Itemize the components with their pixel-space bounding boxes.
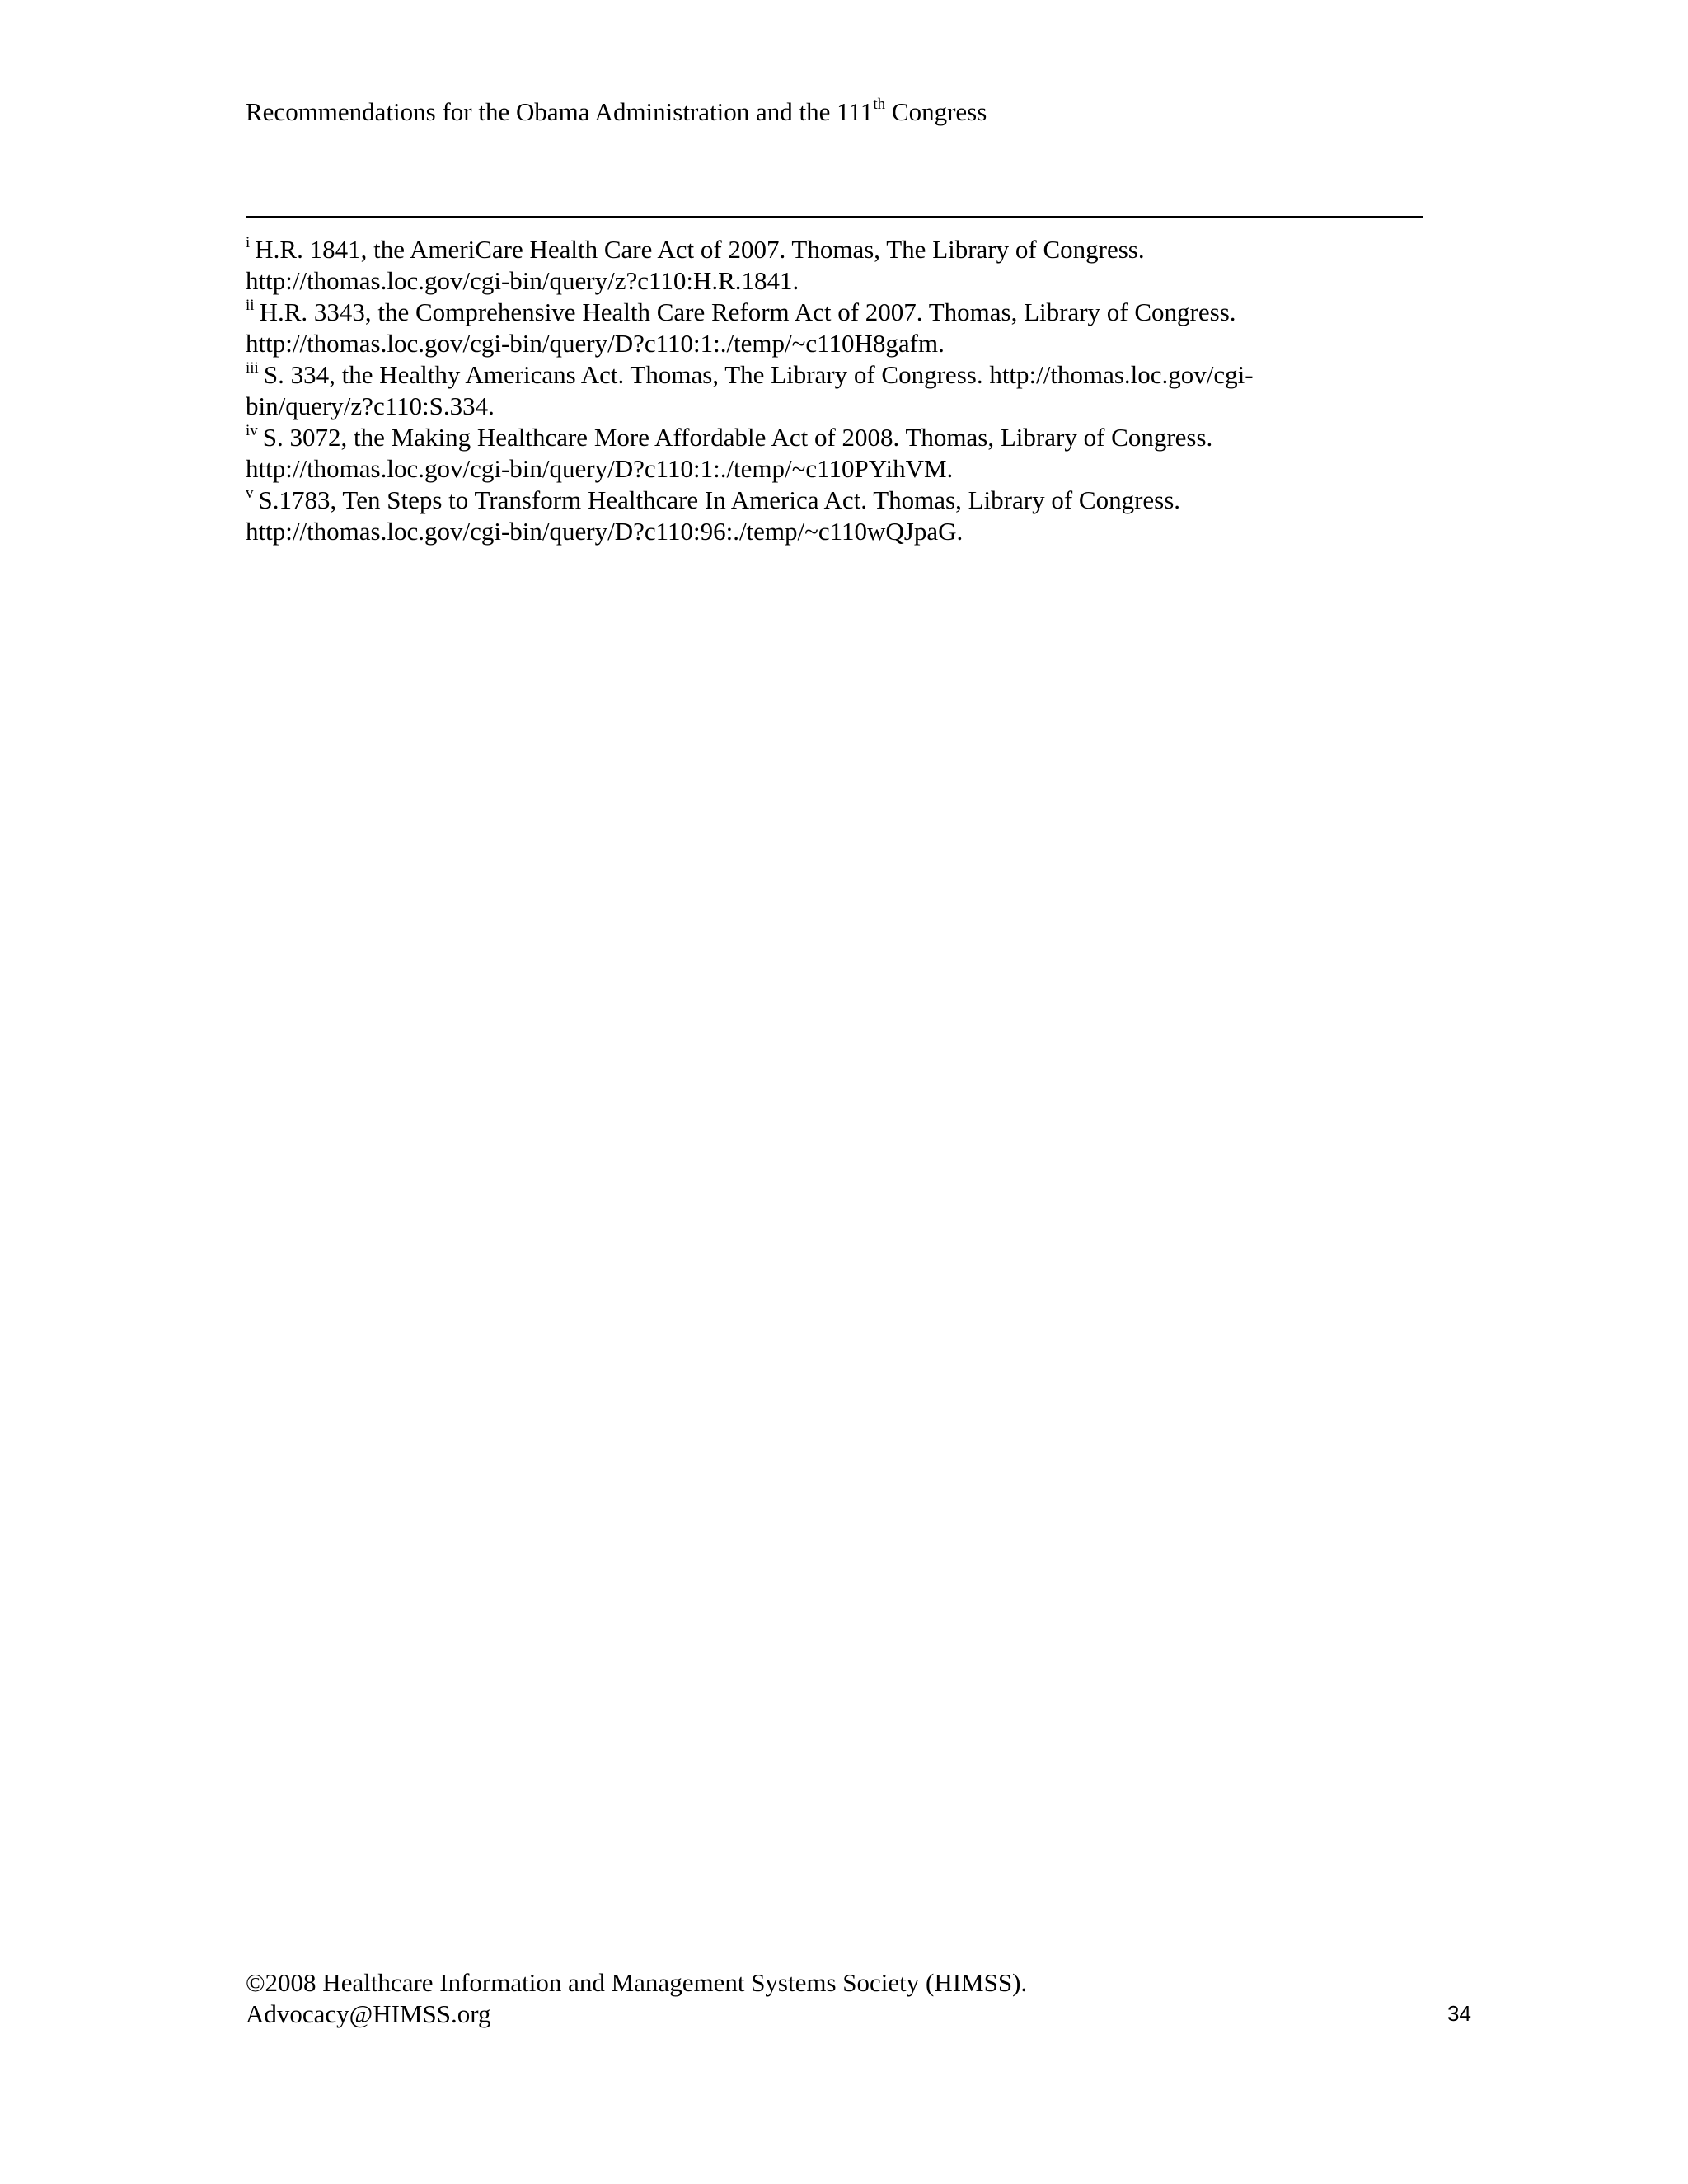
footnote-marker: iii [246,359,259,377]
footnote-text: S.1783, Ten Steps to Transform Healthcare In America Act. Thomas, Library of Congress. [258,485,1181,514]
header-title-suffix: Congress [885,97,987,126]
footnote-marker: iv [246,422,258,439]
footnote-marker: i [246,234,251,251]
footnote-text: H.R. 3343, the Comprehensive Health Care Reform Act of 2007. Thomas, Library of Congress. [259,298,1236,326]
footnote-item [246,297,1432,359]
footer-copyright: ©2008 Healthcare Information and Management Systems Society (HIMSS). [246,1968,1028,1997]
footnote-line [246,234,1432,265]
footnote-item [246,422,1432,485]
page-number: 34 [1447,2001,1471,2026]
footnote-item [246,485,1432,547]
footnote-text: S. 334, the Healthy Americans Act. Thomas, The Library of Congress. http://thomas.loc.gov/cgi- [263,360,1254,389]
header-title-prefix: Recommendations for the Obama Administration and the 111 [246,97,874,126]
page-footer [246,1967,1027,2030]
header-title-superscript: th [873,96,886,113]
footnote-line [246,359,1432,391]
footnote-separator-rule [246,216,1423,218]
page-header [246,96,987,129]
footnote-marker: ii [246,297,255,314]
footnote-item [246,234,1432,297]
footnote-text: S. 3072, the Making Healthcare More Affordable Act of 2008. Thomas, Library of Congress. [262,423,1213,452]
footnote-url[interactable]: http://thomas.loc.gov/cgi-bin/query/D?c110:1:./temp/~c110PYihVM. [246,454,954,483]
footnote-item [246,359,1432,422]
footnote-line [246,297,1432,328]
footnote-line [246,485,1432,516]
footnote-text: H.R. 1841, the AmeriCare Health Care Act of 2007. Thomas, The Library of Congress. [255,235,1145,264]
footnote-line [246,422,1432,453]
footnote-url[interactable]: http://thomas.loc.gov/cgi-bin/query/z?c110:H.R.1841. [246,266,799,295]
footnote-url[interactable]: bin/query/z?c110:S.334. [246,391,495,420]
footnote-url[interactable]: http://thomas.loc.gov/cgi-bin/query/D?c110:96:./temp/~c110wQJpaG. [246,517,964,546]
footnote-marker: v [246,485,254,502]
footer-email-link[interactable]: Advocacy@HIMSS.org [246,1999,491,2028]
footnotes-list [246,234,1432,547]
footnote-url[interactable]: http://thomas.loc.gov/cgi-bin/query/D?c110:1:./temp/~c110H8gafm. [246,329,945,358]
